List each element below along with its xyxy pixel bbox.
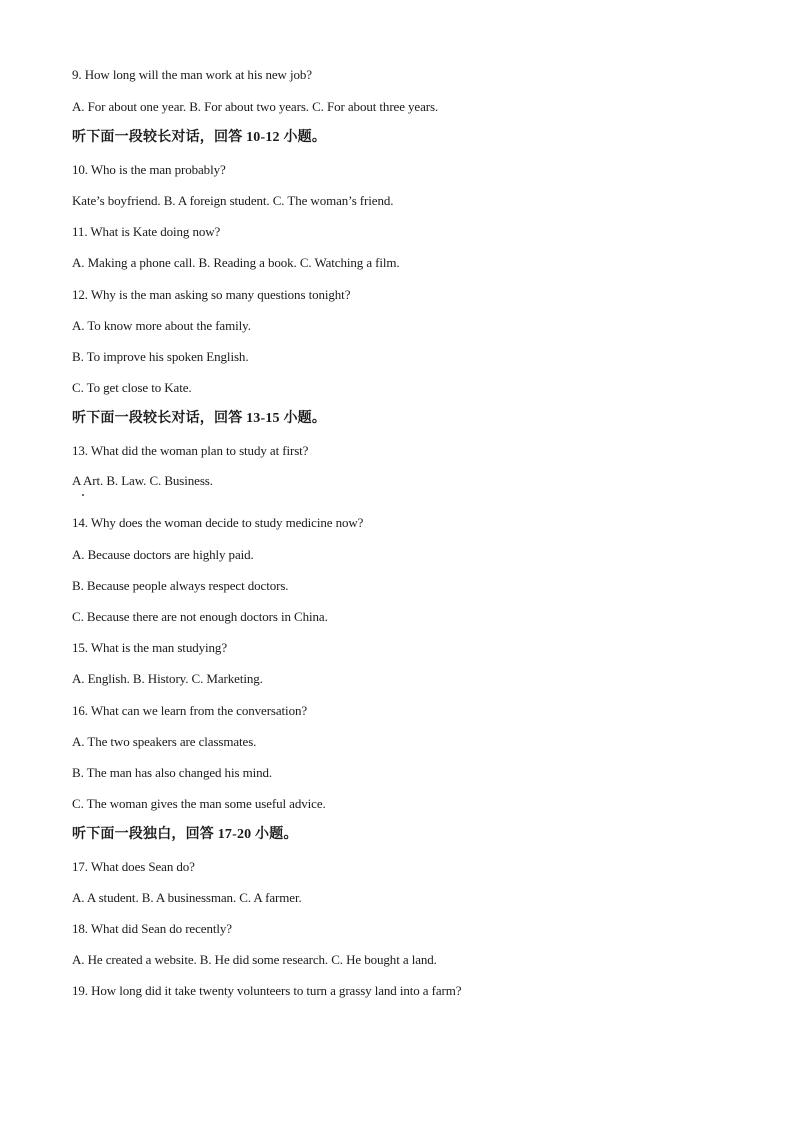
question-18: 18. What did Sean do recently? xyxy=(72,921,232,936)
question-16-option-a: A. The two speakers are classmates. xyxy=(72,734,257,749)
question-14-option-a: A. Because doctors are highly paid. xyxy=(72,547,254,562)
section-heading-13-15: 听下面一段较长对话，回答 13-15 小题。 xyxy=(72,411,327,426)
question-16-option-b: B. The man has also changed his mind. xyxy=(72,765,273,780)
question-12-option-b: B. To improve his spoken English. xyxy=(72,349,249,364)
section-heading-17-20: 听下面一段独白，回答 17-20 小题。 xyxy=(72,827,298,842)
question-10-options: Kate’s boyfriend. B. A foreign student. C. The woman’s friend. xyxy=(72,193,394,208)
section-heading-10-12: 听下面一段较长对话，回答 10-12 小题。 xyxy=(72,130,327,145)
question-17: 17. What does Sean do? xyxy=(72,859,195,874)
question-14: 14. Why does the woman decide to study medicine now? xyxy=(72,515,364,530)
question-14-option-b: B. Because people always respect doctors. xyxy=(72,578,289,593)
question-18-options: A. He created a website. B. He did some research. C. He bought a land. xyxy=(72,952,437,967)
question-13-options: A Art. B. Law. C. Business. xyxy=(72,473,213,488)
question-12-option-a: A. To know more about the family. xyxy=(72,318,251,333)
question-16: 16. What can we learn from the conversation? xyxy=(72,703,308,718)
stray-mark xyxy=(82,494,84,496)
question-10: 10. Who is the man probably? xyxy=(72,162,226,177)
question-16-option-c: C. The woman gives the man some useful advice. xyxy=(72,796,326,811)
question-15-options: A. English. B. History. C. Marketing. xyxy=(72,671,263,686)
question-15: 15. What is the man studying? xyxy=(72,640,228,655)
question-12-option-c: C. To get close to Kate. xyxy=(72,380,192,395)
question-9: 9. How long will the man work at his new job? xyxy=(72,67,312,82)
question-19: 19. How long did it take twenty volunteers to turn a grassy land into a farm? xyxy=(72,983,462,998)
question-14-option-c: C. Because there are not enough doctors in China. xyxy=(72,609,328,624)
question-12: 12. Why is the man asking so many questions tonight? xyxy=(72,287,351,302)
question-11: 11. What is Kate doing now? xyxy=(72,224,221,239)
question-9-options: A. For about one year. B. For about two years. C. For about three years. xyxy=(72,99,439,114)
question-17-options: A. A student. B. A businessman. C. A farmer. xyxy=(72,890,302,905)
question-13: 13. What did the woman plan to study at first? xyxy=(72,443,309,458)
question-11-options: A. Making a phone call. B. Reading a book. C. Watching a film. xyxy=(72,255,400,270)
